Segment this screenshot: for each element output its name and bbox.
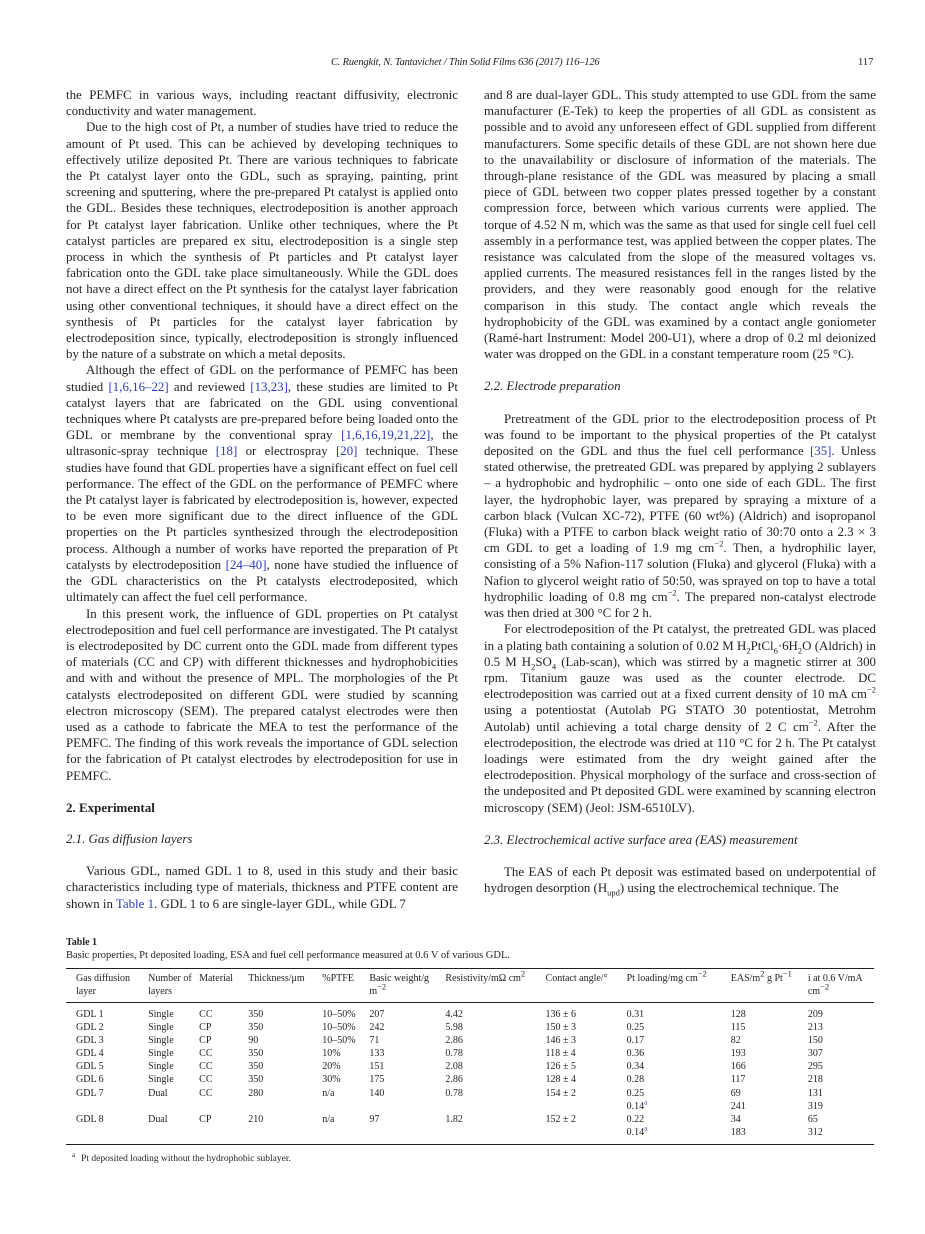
table-cell: 0.22 xyxy=(626,1113,645,1125)
table-cell: 350 xyxy=(248,1048,264,1060)
text-run: O (Aldrich) in 0.5 M H xyxy=(484,638,876,669)
text-run: . GDL 1 to 6 are single-layer GDL, while GDL 7 xyxy=(154,896,406,911)
table-cell xyxy=(248,1100,322,1113)
text-run: , these studies are limited to Pt catalyst layers that are fabricated on the GDL using conventional techniques where Pt catalysts are pre-prepared before being loaded onto the GDL or membrane by the conventional spray xyxy=(66,379,458,443)
table-cell: GDL 6 xyxy=(76,1074,104,1086)
table-cell xyxy=(199,1100,248,1113)
paragraph: and 8 are dual-layer GDL. This study attempted to use GDL from the same manufacturer (E-Tek) to keep the properties of all GDL as consistent as possible and to avoid any unforeseen effect of GDL supplied from different manufacturers. Some specific details of these GDL are not shown here due to the unavailability or disclosure of information of the materials. The through-plane resistance of the GDL was measured by placing a small piece of GDL between two copper plates pressed together by a constant compression force, between which various currents were applied. The torque of 4.52 N m, which was the same as that used for single cell fuel cell assembly in a performance test, was applied between the copper plates. The resistance was calculated from the slope of the measured voltages vs. applied currents. The measured resistances fell in the ranges listed by the providers, and they were reasonably good enough for the relative comparison in this study. The contact angle which reveals the hydrophobicity of the GDL was examined by a contact angle goniometer (Ramé-hart Instrument: Model 200-U1), where a drop of 0.2 ml deionized water was dropped on the GDL in a constant temperature room (25 °C). xyxy=(484,88,876,362)
table-cell: 128 ± 4 xyxy=(545,1074,577,1086)
table-cell: GDL 8 xyxy=(76,1113,104,1125)
table-cell: 242 xyxy=(369,1022,385,1034)
table-row xyxy=(66,1047,874,1060)
citation-link[interactable]: [24–40] xyxy=(225,557,267,572)
table-cell xyxy=(322,1126,369,1145)
table-cell xyxy=(199,1126,248,1145)
table-cell: 241 xyxy=(730,1100,746,1112)
table-cell: 69 xyxy=(730,1087,741,1099)
subscript: 4 xyxy=(551,661,557,672)
paragraph: Due to the high cost of Pt, a number of studies have tried to reduce the amount of Pt used. This can be achieved by developing techniques to effectively utilize deposited Pt. There are various techniques to fabricate the Pt catalyst layer onto the GDL, such as spraying, painting, print screening and sputtering, where the pre-prepared Pt catalyst is applied onto the GDL. Besides these techniques, electrodeposition is another approach for Pt catalyst layer fabrication. Unlike other techniques, where the Pt catalyst particles are prepared ex situ, electrodeposition is a single step process in which the synthesis of Pt particles and Pt catalyst layer fabrication onto the GDL take place simultaneously. While the GDL does not have a direct effect on the Pt synthesis for the catalyst layer fabrication using other conventional techniques, it should have a direct effect on the synthesis of Pt particles for the catalyst layer fabrication by electrodeposition since, typically, electrodeposition is strongly influenced by the nature of a substrate on which a metal deposits. xyxy=(66,120,458,362)
table-cell xyxy=(369,1126,445,1145)
table-cell: 218 xyxy=(807,1074,823,1086)
table-cell: 207 xyxy=(369,1009,385,1020)
citation-link[interactable]: [13,23] xyxy=(250,379,288,394)
paragraph xyxy=(66,863,458,912)
subscript: 2 xyxy=(746,645,751,656)
subscript: 2 xyxy=(797,645,803,656)
paragraph xyxy=(484,621,876,815)
table-cell: 0.28 xyxy=(626,1074,645,1086)
table-cell: Dual xyxy=(148,1087,168,1099)
table-row xyxy=(66,1087,874,1100)
citation-link[interactable]: [20] xyxy=(335,444,358,459)
table-cell: 10–50% xyxy=(322,1009,356,1020)
table-cell: 280 xyxy=(248,1087,264,1099)
table-cell: 10% xyxy=(322,1048,341,1060)
table-cell: 151 xyxy=(369,1061,385,1073)
citation-link[interactable]: [18] xyxy=(215,444,238,459)
table-cell: 82 xyxy=(730,1035,741,1047)
citation-link[interactable]: [1,6,16,19,21,22] xyxy=(341,428,431,443)
table-cell: 71 xyxy=(369,1035,380,1047)
table-cell: CP xyxy=(199,1022,212,1034)
paragraph xyxy=(66,362,458,605)
table-cell: GDL 3 xyxy=(76,1035,104,1047)
table-cell: n/a xyxy=(322,1113,335,1125)
table-cell: 210 xyxy=(248,1113,264,1125)
table-header-row xyxy=(66,969,874,1003)
table-cell xyxy=(66,1100,148,1113)
text-run: , none have studied the influence of the GDL characteristics on the Pt catalysts electrodeposited, which ultimately can affect the fuel cell performance. xyxy=(66,557,458,605)
text-run: Although the effect of GDL on the performance of PEMFC has been studied xyxy=(66,363,458,394)
table-cell xyxy=(546,1126,627,1145)
table-footnote xyxy=(66,1151,874,1164)
table-caption: Basic properties, Pt deposited loading, ESA and fuel cell performance measured at 0.6 V of various GDL. xyxy=(66,950,510,961)
table-cell xyxy=(148,1100,199,1113)
superscript: −2 xyxy=(808,717,818,728)
table-cell: 115 xyxy=(730,1022,746,1034)
citation-link[interactable]: [1,6,16–22] xyxy=(108,379,169,394)
text-run: technique. These studies have found that GDL properties have a significant effect on fuel cell performance. The effect of the GDL on the performance of PEMFC where the Pt catalyst layer is fabricated by electrodeposition is, however, expected to be even more significant due to the direct influence of the GDL properties on the Pt particles synthesized through the electrodeposition process. Although a number of works have reported the preparation of Pt catalysts by electrodeposition xyxy=(66,444,458,572)
table-link[interactable]: Table 1 xyxy=(115,896,155,911)
table-cell: 152 ± 2 xyxy=(545,1113,577,1125)
column-header: Number of layers xyxy=(148,973,192,997)
table-cell: 4.42 xyxy=(445,1009,463,1020)
subscript: upd xyxy=(607,887,620,898)
subsection-heading: 2.3. Electrochemical active surface area (EAS) measurement xyxy=(484,832,798,847)
text-run: using a potentiostat (Autolab PG STATO 30 potentiostat, Metrohm Autolab) until achieving a total charge density of 2 C cm xyxy=(484,703,876,734)
table-cell: 350 xyxy=(248,1061,264,1073)
table-cell: 136 ± 6 xyxy=(545,1009,577,1020)
table-cell: CC xyxy=(199,1009,213,1020)
text-run: The EAS of each Pt deposit was estimated based on underpotential of hydrogen desorption (H xyxy=(484,864,876,896)
text-run: Various GDL, named GDL 1 to 8, used in this study and their basic characteristics including type of materials, thickness and PTFE content are shown in xyxy=(66,864,458,911)
table-cell: 146 ± 3 xyxy=(545,1035,577,1047)
text-run: Pretreatment of the GDL prior to the electrodeposition process of Pt was found to be important to the physical properties of the Pt catalyst deposited on the GDL and thus the fuel cell performance xyxy=(484,411,876,459)
paragraph: the PEMFC in various ways, including reactant diffusivity, electronic conductivity and water management. xyxy=(66,88,458,119)
table-cell: 312 xyxy=(807,1126,823,1138)
table-row xyxy=(66,1060,874,1073)
text-run: . The prepared non-catalyst electrode was then dried at 300 °C for 2 h. xyxy=(484,589,876,621)
table-cell: 118 ± 4 xyxy=(545,1048,576,1060)
table-row xyxy=(66,1034,874,1047)
table-cell: 0.14$^a$ xyxy=(626,1098,648,1112)
table-cell: 2.08 xyxy=(445,1061,463,1073)
table-row xyxy=(66,1113,874,1126)
table-cell: 307 xyxy=(807,1048,823,1060)
text-run: or electrospray xyxy=(237,444,336,459)
table-cell: Single xyxy=(148,1048,174,1060)
table-cell: 133 xyxy=(369,1048,385,1060)
superscript: −2 xyxy=(667,587,677,598)
footnote-mark: a xyxy=(72,1150,76,1159)
subsection-heading: 2.1. Gas diffusion layers xyxy=(66,831,193,846)
journal-citation: C. Ruengkit, N. Tantavichet / Thin Solid Films 636 (2017) 116–126 xyxy=(331,57,600,68)
table-cell: 350 xyxy=(248,1074,264,1086)
table-cell: 30% xyxy=(322,1074,341,1086)
text-run: , the ultrasonic-spray technique xyxy=(66,428,458,459)
page-number: 117 xyxy=(858,57,874,68)
table-cell: 209 xyxy=(807,1009,823,1020)
table-cell: 0.36 xyxy=(626,1048,645,1060)
table-cell: n/a xyxy=(322,1087,335,1099)
table-row xyxy=(66,1073,874,1086)
table-cell: 350 xyxy=(248,1022,264,1034)
table-cell: 131 xyxy=(807,1087,823,1099)
column-header: Material xyxy=(199,973,234,984)
table-cell: 183 xyxy=(730,1126,746,1138)
table-cell: 90 xyxy=(248,1035,259,1047)
table-cell: GDL 7 xyxy=(76,1087,104,1099)
running-head xyxy=(0,57,925,73)
table-row xyxy=(66,1003,874,1022)
column-header: Contact angle/° xyxy=(545,973,608,984)
citation-link[interactable]: [35] xyxy=(809,444,832,459)
subscript: 6 xyxy=(773,645,778,656)
table-cell: 1.82 xyxy=(445,1113,463,1125)
table-cell: 0.31 xyxy=(626,1009,645,1020)
table-cell: 0.78 xyxy=(445,1087,463,1099)
table-cell: 10–50% xyxy=(322,1022,356,1034)
table-cell: 0.25 xyxy=(626,1087,645,1099)
table-cell xyxy=(66,1126,148,1145)
subscript: 2 xyxy=(531,661,536,672)
left-column xyxy=(66,87,458,912)
table-cell: 5.98 xyxy=(445,1022,463,1034)
text-run: SO xyxy=(535,654,552,669)
table-cell: GDL 5 xyxy=(76,1061,104,1073)
paragraph xyxy=(484,864,876,896)
table-row xyxy=(66,1126,874,1145)
column-header: Thickness/μm xyxy=(248,973,305,984)
column-header: i at 0.6 V/mA $cm^{-2}$ xyxy=(807,973,863,997)
right-column xyxy=(484,87,876,896)
column-header: Resistivity/mΩ $cm^2$ xyxy=(445,968,526,984)
column-header: EAS/$m^2$ g $Pt^{-1}$ xyxy=(730,968,792,984)
table-cell: 126 ± 5 xyxy=(545,1061,577,1073)
table-cell: 193 xyxy=(730,1048,746,1060)
table-cell: CC xyxy=(199,1048,213,1060)
paragraph xyxy=(484,411,876,622)
table-cell: 0.34 xyxy=(626,1061,645,1073)
table-cell: 213 xyxy=(807,1022,823,1034)
column-header: Pt loading/mg $cm^{-2}$ xyxy=(626,968,707,984)
text-run: . After the electrodeposition, the electrode was dried at 110 °C for 2 h. The Pt catalyst loadings were estimated from the dry weight gained after the electrodeposition. Physical morphology of the surface and cross-section of the undeposited and Pt deposited GDL were examined by scanning electron microscopy (SEM) (Jeol: JSM-6510LV). xyxy=(484,719,877,815)
table-cell: Single xyxy=(148,1035,174,1047)
text-run: . Then, a hydrophilic layer, consisting of a 5% Nafion-117 solution (Fluka) and glycerol (Fluka) with a Nafion to glycerol weight ratio of 50:50, was sprayed on top to have a total hydrophilic loading of 0.8 mg cm xyxy=(484,541,876,604)
table-cell: 65 xyxy=(807,1113,818,1125)
properties-table xyxy=(66,968,874,1145)
table-cell: CC xyxy=(199,1074,213,1086)
paragraph: In this present work, the influence of GDL properties on Pt catalyst electrodeposition and fuel cell performance are investigated. The Pt catalyst is electrodeposited by DC current onto the GDL made from different types of materials (CC and CP) with different thicknesses and hydrophobicities and with and without the presence of MPL. The morphologies of the Pt catalysts electrodeposited on different GDL were studied by scanning electron microscopy (SEM). The prepared catalyst electrodes were then used as a cathode to fabricate the MEA to test the performance of the PEMFC. The finding of this work reveals the importance of GDL selection for the fabrication of Pt catalyst electrodes by electrodeposition for use in PEMFC. xyxy=(66,606,458,783)
table-cell: 0.17 xyxy=(626,1035,645,1047)
table-cell: CC xyxy=(199,1061,213,1073)
table-cell xyxy=(148,1126,199,1145)
column-header: %PTFE xyxy=(322,973,354,984)
table-cell: 10–50% xyxy=(322,1035,356,1047)
table-cell xyxy=(445,1126,545,1145)
text-run: For electrodeposition of the Pt catalyst, the pretreated GDL was placed in a plating bath containing a solution of 0.02 M H xyxy=(484,622,876,653)
subsection-heading: 2.2. Electrode preparation xyxy=(484,379,621,394)
table-cell: 154 ± 2 xyxy=(545,1087,577,1099)
table-cell: 128 xyxy=(730,1009,746,1020)
table-cell: 20% xyxy=(322,1061,341,1073)
table-cell: 319 xyxy=(807,1100,823,1112)
table-cell xyxy=(369,1100,445,1113)
text-run: ·6H xyxy=(777,638,798,653)
table-cell: 97 xyxy=(369,1113,380,1125)
table-cell: GDL 4 xyxy=(76,1048,104,1060)
table-cell: 34 xyxy=(730,1113,741,1125)
table-cell: CC xyxy=(199,1087,213,1099)
table-cell: GDL 2 xyxy=(76,1022,104,1034)
column-header: Gas diffusion layer xyxy=(76,973,130,997)
table-cell xyxy=(322,1100,369,1113)
table-cell: CP xyxy=(199,1113,212,1125)
table-cell: 2.86 xyxy=(445,1035,463,1047)
table-cell: 140 xyxy=(369,1087,385,1099)
superscript: −2 xyxy=(714,538,724,549)
table-cell xyxy=(248,1126,322,1145)
table-row xyxy=(66,1100,874,1113)
section-heading: 2. Experimental xyxy=(66,799,155,815)
text-run: and reviewed xyxy=(168,379,251,394)
table-cell: GDL 1 xyxy=(76,1009,104,1020)
table-cell: 295 xyxy=(807,1061,823,1073)
table-cell: Single xyxy=(148,1009,174,1020)
column-header: Basic weight/g $m^{-2}$ xyxy=(369,973,430,997)
table-cell: 117 xyxy=(730,1074,746,1086)
table-cell: 150 ± 3 xyxy=(545,1022,577,1034)
table-label: Table 1 xyxy=(66,937,98,948)
table-cell: Dual xyxy=(148,1113,168,1125)
footnote-link[interactable]: a xyxy=(644,1098,648,1107)
table-cell: Single xyxy=(148,1061,174,1073)
table-cell: 150 xyxy=(807,1035,823,1047)
table-cell: 175 xyxy=(369,1074,385,1086)
footnote-text: Pt deposited loading without the hydrophobic sublayer. xyxy=(81,1154,291,1165)
text-run: (Lab-scan), which was stirred by a magnetic stirrer at 300 rpm. Titanium gauze was used as the counter electrode. DC electrodeposition was carried out at a fixed current density of 10 mA cm xyxy=(484,654,876,702)
superscript: −2 xyxy=(866,684,876,695)
table-body xyxy=(66,1003,874,1145)
table-cell: 0.78 xyxy=(445,1048,463,1060)
table-cell xyxy=(445,1100,545,1113)
table-cell: 0.14$^a$ xyxy=(626,1124,648,1138)
table-cell: Single xyxy=(148,1074,174,1086)
table-cell: 0.25 xyxy=(626,1022,645,1034)
table-cell: 350 xyxy=(248,1009,264,1020)
text-run: . Unless stated otherwise, the pretreated GDL was prepared by applying 2 sublayers – a hydrophobic and hydrophilic – onto one side of each GDL. The first layer, the hydrophobic layer, was prepared by spraying a mixture of a carbon black (Vulcan XC-72), PTFE (60 wt%) (Aldrich) and isopropanol (Fluka) with a PTFE to carbon black weight ratio of 30:70 onto a 2.3 × 3 cm GDL to get a loading of 1.9 mg cm xyxy=(484,444,876,556)
footnote-link[interactable]: a xyxy=(644,1124,648,1133)
table-cell: Single xyxy=(148,1022,174,1034)
table-row xyxy=(66,1021,874,1034)
table-cell: 2.86 xyxy=(445,1074,463,1086)
table-cell: 166 xyxy=(730,1061,746,1073)
table-1 xyxy=(66,936,874,1164)
table-cell xyxy=(546,1100,627,1113)
table-cell: CP xyxy=(199,1035,212,1047)
text-run: ) using the electrochemical technique. The xyxy=(619,881,839,896)
text-run: PtCl xyxy=(750,638,774,653)
